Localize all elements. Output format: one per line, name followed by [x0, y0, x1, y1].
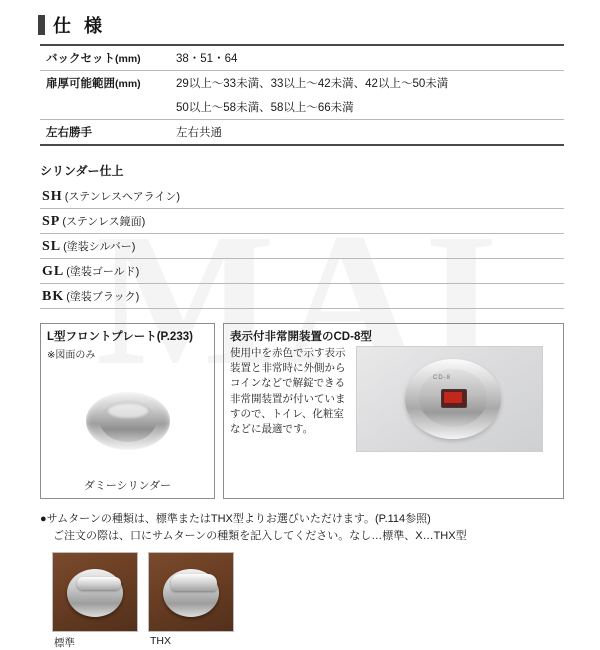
- list-item: [40, 259, 564, 284]
- cylinder-finish-section: [40, 162, 564, 309]
- cylinder-illustration: [82, 378, 174, 464]
- cd8-photo: [356, 346, 543, 452]
- list-item: [40, 184, 564, 209]
- cd8-photo-label: CD-8: [433, 375, 452, 381]
- front-plate-title: L型フロントプレート(P.233): [47, 331, 193, 343]
- note-line-1: ●サムターンの種類は、標準またはTHX型よりお選びいただけます。(P.114参照): [40, 513, 431, 525]
- finish-code: GL: [42, 264, 65, 279]
- cd8-title: 表示付非常開装置のCD-8型: [230, 331, 372, 343]
- table-row: [40, 71, 564, 96]
- row-label: バックセット(mm): [40, 45, 170, 71]
- figure-boxes: [40, 323, 564, 499]
- list-item: [40, 284, 564, 309]
- thumbturn-notes: [40, 511, 570, 545]
- list-item: [40, 209, 564, 234]
- row-value: 38・51・64: [170, 45, 564, 71]
- table-row: [40, 45, 564, 71]
- thumbturn-samples: [52, 552, 578, 650]
- finish-code: BK: [42, 289, 65, 304]
- table-row: [40, 120, 564, 146]
- thumbturn-standard-photo: [52, 552, 138, 632]
- cd8-description: 使用中を赤色で示す表示装置と非常時に外側からコインなどで解錠できる非常開装置が付いていますので、トイレ、化粧室などに最適です。: [230, 347, 346, 436]
- row-label: 扉厚可能範囲(mm): [46, 78, 141, 90]
- front-plate-subtitle: ※図面のみ: [47, 350, 96, 361]
- thumbturn-thx-photo: [148, 552, 234, 632]
- finish-name: (塗装シルバー): [63, 241, 136, 253]
- row-label: 左右勝手: [40, 120, 170, 146]
- thumbturn-thx: [148, 552, 234, 650]
- page-title-text: 仕 様: [53, 16, 107, 36]
- dummy-cylinder-figure: [41, 365, 214, 477]
- page-title: [38, 12, 578, 38]
- finish-code: SP: [42, 214, 61, 229]
- dummy-cylinder-caption: ダミーシリンダー: [83, 480, 172, 492]
- spec-table: [40, 44, 564, 146]
- table-row: [40, 95, 564, 120]
- thumbturn-standard-caption: 標準: [54, 637, 75, 650]
- finish-name: (ステンレスヘアライン): [64, 191, 180, 203]
- cylinder-finish-heading: シリンダー仕上: [40, 164, 124, 178]
- thumbturn-thx-caption: THX: [150, 635, 171, 648]
- finish-name: (塗装ゴールド): [66, 266, 140, 278]
- title-accent-bar: [38, 15, 45, 35]
- note-line-2: ご注文の際は、口にサムターンの種類を記入してください。なし…標準、X…THX型: [53, 530, 467, 543]
- row-value: 左右共通: [170, 120, 564, 146]
- front-plate-box: [40, 323, 215, 499]
- finish-name: (塗装ブラック): [66, 291, 140, 303]
- row-label-empty: [40, 95, 170, 120]
- finish-name: (ステンレス鏡面): [62, 216, 146, 228]
- finish-code: SL: [42, 239, 62, 254]
- list-item: [40, 234, 564, 259]
- row-value: 29以上〜33未満、33以上〜42未満、42以上〜50未満: [176, 78, 449, 90]
- row-value: 50以上〜58未満、58以上〜66未満: [170, 95, 564, 120]
- finish-code: SH: [42, 189, 63, 204]
- cd8-box: [223, 323, 564, 499]
- thumbturn-standard: [52, 552, 138, 650]
